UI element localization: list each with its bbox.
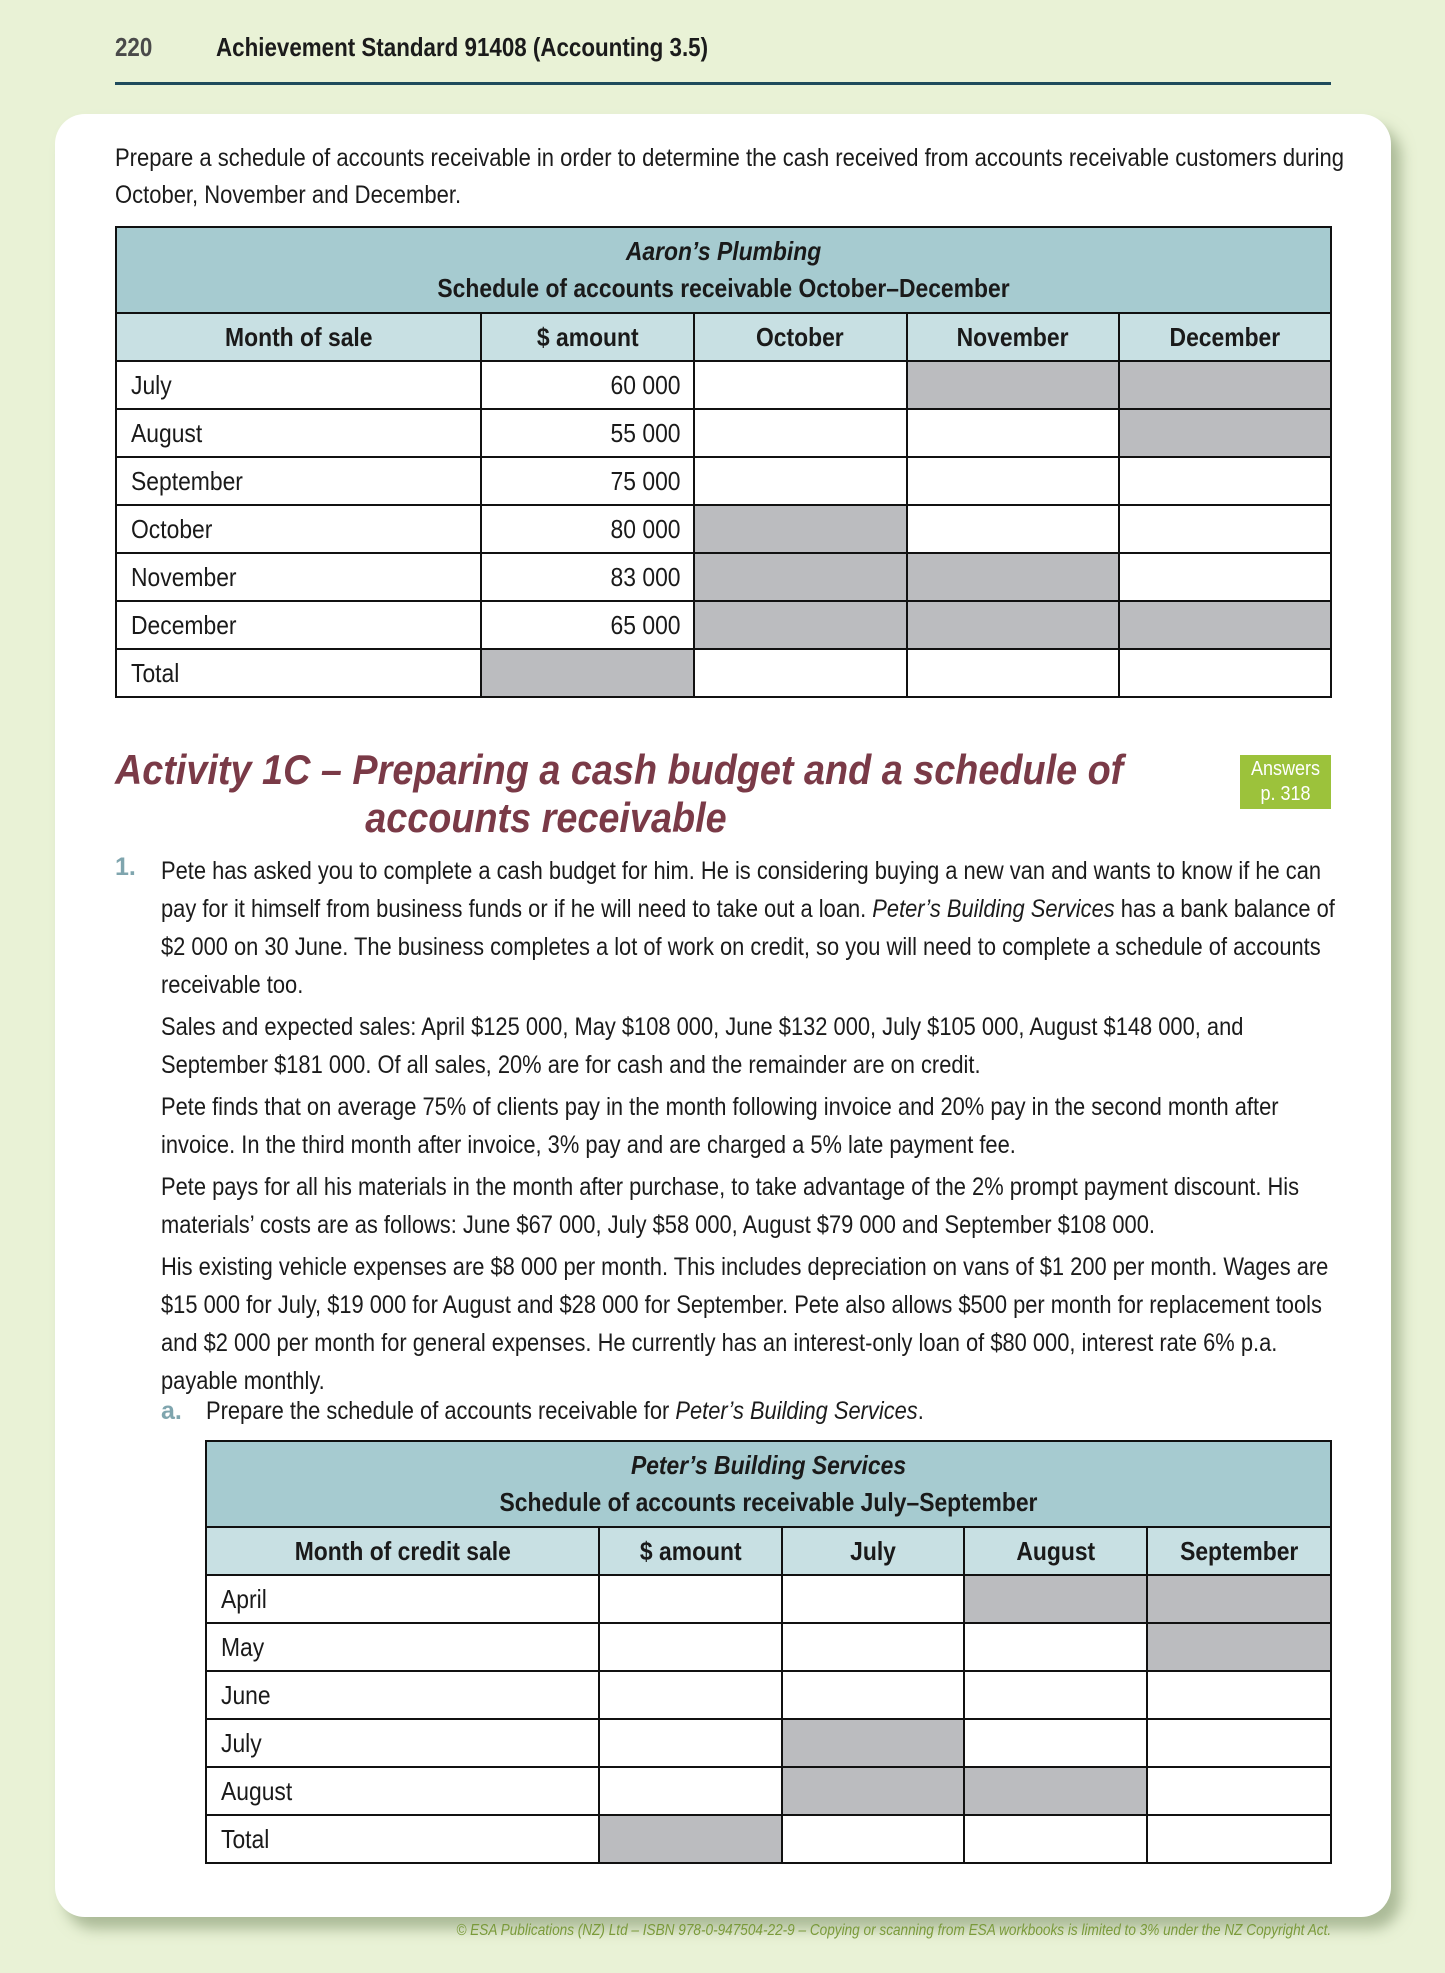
month-cell: September <box>116 457 481 505</box>
month-cell: July <box>116 361 481 409</box>
table-row <box>116 601 1331 649</box>
answer-cell[interactable] <box>694 361 907 409</box>
shaded-cell <box>782 1767 965 1815</box>
answer-cell[interactable] <box>907 649 1120 697</box>
column-header: Month of credit sale <box>206 1527 599 1575</box>
table-row <box>116 457 1331 505</box>
answer-cell[interactable] <box>694 649 907 697</box>
answer-cell[interactable] <box>782 1671 965 1719</box>
amount-cell[interactable]: 75 000 <box>481 457 694 505</box>
column-header: December <box>1119 313 1331 361</box>
answer-cell[interactable] <box>964 1719 1147 1767</box>
column-header-row <box>116 313 1331 361</box>
amount-cell[interactable]: 60 000 <box>481 361 694 409</box>
amount-cell[interactable] <box>599 1767 782 1815</box>
running-title: Achievement Standard 91408 (Accounting 3.5) <box>216 32 709 62</box>
column-header: August <box>964 1527 1147 1575</box>
table-row <box>206 1719 1331 1767</box>
table-title <box>116 227 1331 313</box>
subquestion-text: Prepare the schedule of accounts receivable for Peter’s Building Services. <box>206 1397 924 1425</box>
peters-building-schedule-table <box>205 1440 1332 1864</box>
table-title <box>206 1441 1331 1527</box>
question-paragraph: Pete finds that on average 75% of clients pay in the month following invoice and 20% pay in the second month after invoice. In the third month after invoice, 3% pay and are charged a 5% late payment fee. <box>161 1093 1279 1159</box>
header-rule <box>115 82 1331 85</box>
answer-cell[interactable] <box>1147 1719 1331 1767</box>
shaded-cell <box>694 553 907 601</box>
table-row <box>206 1623 1331 1671</box>
answer-cell[interactable] <box>907 457 1120 505</box>
business-name: Aaron’s Plumbing <box>625 236 822 266</box>
answer-cell[interactable] <box>694 409 907 457</box>
answer-cell[interactable] <box>964 1623 1147 1671</box>
amount-cell[interactable] <box>599 1575 782 1623</box>
table-row <box>116 505 1331 553</box>
answer-cell[interactable] <box>1147 1815 1331 1863</box>
shaded-cell <box>1119 409 1331 457</box>
amount-cell[interactable]: 80 000 <box>481 505 694 553</box>
question-paragraph: His existing vehicle expenses are $8 000 per month. This includes depreciation on vans of $1 200 per month. Wages are $15 000 for July, $19 000 for August and $28 000 for September. Pete also allows $500 per month for replacement tools and $2 000 per month for general expenses. He currently has an interest-only loan of $80 000, interest rate 6% p.a. payable monthly. <box>161 1253 1329 1395</box>
intro-instruction: Prepare a schedule of accounts receivable in order to determine the cash received from accounts receivable customers during October, November and December. <box>115 144 1344 209</box>
column-header: October <box>694 313 907 361</box>
month-cell: December <box>116 601 481 649</box>
month-cell: June <box>206 1671 599 1719</box>
table-row <box>206 1575 1331 1623</box>
column-header: $ amount <box>599 1527 782 1575</box>
shaded-cell <box>599 1815 782 1863</box>
table-row <box>116 553 1331 601</box>
aarons-plumbing-schedule-table <box>115 226 1332 698</box>
question-body <box>161 852 1342 1404</box>
amount-cell[interactable]: 65 000 <box>481 601 694 649</box>
table-row <box>116 649 1331 697</box>
month-cell: July <box>206 1719 599 1767</box>
shaded-cell <box>782 1719 965 1767</box>
month-cell: August <box>206 1767 599 1815</box>
answers-badge[interactable]: Answers p. 318 <box>1240 755 1331 809</box>
question-paragraph: Pete pays for all his materials in the month after purchase, to take advantage of the 2% prompt payment discount. His materials’ costs are as follows: June $67 000, July $58 000, August $79 000 and September $108 000. <box>161 1173 1300 1239</box>
shaded-cell <box>907 553 1120 601</box>
amount-cell[interactable] <box>599 1719 782 1767</box>
copyright-footer: © ESA Publications (NZ) Ltd – ISBN 978-0-947504-22-9 – Copying or scanning from ESA workbooks is limited to 3% under the NZ Copyright Act. <box>456 1922 1331 1939</box>
answer-cell[interactable] <box>1119 505 1331 553</box>
answer-cell[interactable] <box>782 1623 965 1671</box>
subquestion-letter: a. <box>161 1397 182 1425</box>
question-paragraph: Pete has asked you to complete a cash budget for him. He is considering buying a new van and wants to know if he can pay for it himself from business funds or if he will need to take out a loan. Peter’s Building Services has a bank balance of $2 000 on 30 June. The business completes a lot of work on credit, so you will need to complete a schedule of accounts receivable too. <box>161 857 1335 999</box>
answer-cell[interactable] <box>1147 1767 1331 1815</box>
question-paragraph: Sales and expected sales: April $125 000, May $108 000, June $132 000, July $105 000, August $148 000, and September $181 000. Of all sales, 20% are for cash and the remainder are on credit. <box>161 1013 1244 1079</box>
shaded-cell <box>694 505 907 553</box>
amount-cell[interactable]: 55 000 <box>481 409 694 457</box>
table-row <box>206 1767 1331 1815</box>
table-row <box>206 1815 1331 1863</box>
question-number: 1. <box>115 853 136 881</box>
month-cell: April <box>206 1575 599 1623</box>
answer-cell[interactable] <box>964 1671 1147 1719</box>
column-header: July <box>782 1527 965 1575</box>
amount-cell[interactable] <box>599 1623 782 1671</box>
column-header: November <box>907 313 1120 361</box>
shaded-cell <box>1119 601 1331 649</box>
answer-cell[interactable] <box>1119 553 1331 601</box>
shaded-cell <box>964 1767 1147 1815</box>
month-cell: November <box>116 553 481 601</box>
shaded-cell <box>1147 1623 1331 1671</box>
page-number: 220 <box>115 32 153 62</box>
month-cell: Total <box>116 649 481 697</box>
shaded-cell <box>481 649 694 697</box>
activity-heading-line1: Activity 1C – Preparing a cash budget and a schedule of <box>115 746 1124 793</box>
shaded-cell <box>907 361 1120 409</box>
answer-cell[interactable] <box>907 409 1120 457</box>
answer-cell[interactable] <box>907 505 1120 553</box>
answer-cell[interactable] <box>1119 457 1331 505</box>
answer-cell[interactable] <box>1147 1671 1331 1719</box>
answer-cell[interactable] <box>694 457 907 505</box>
schedule-title: Schedule of accounts receivable July–September <box>499 1487 1038 1517</box>
answer-cell[interactable] <box>782 1815 965 1863</box>
shaded-cell <box>964 1575 1147 1623</box>
activity-heading-line2: accounts receivable <box>365 794 727 841</box>
column-header: September <box>1147 1527 1331 1575</box>
amount-cell[interactable] <box>599 1671 782 1719</box>
month-cell: May <box>206 1623 599 1671</box>
amount-cell[interactable]: 83 000 <box>481 553 694 601</box>
table-row <box>206 1671 1331 1719</box>
month-cell: October <box>116 505 481 553</box>
table-row <box>116 409 1331 457</box>
table-row <box>116 361 1331 409</box>
answer-cell[interactable] <box>1119 649 1331 697</box>
business-name: Peter’s Building Services <box>630 1450 907 1480</box>
answer-cell[interactable] <box>782 1575 965 1623</box>
column-header: $ amount <box>481 313 694 361</box>
shaded-cell <box>1147 1575 1331 1623</box>
month-cell: Total <box>206 1815 599 1863</box>
shaded-cell <box>907 601 1120 649</box>
column-header: Month of sale <box>116 313 481 361</box>
schedule-title: Schedule of accounts receivable October–December <box>437 273 1010 303</box>
month-cell: August <box>116 409 481 457</box>
activity-heading <box>115 746 1123 842</box>
column-header-row <box>206 1527 1331 1575</box>
answer-cell[interactable] <box>964 1815 1147 1863</box>
shaded-cell <box>1119 361 1331 409</box>
shaded-cell <box>694 601 907 649</box>
